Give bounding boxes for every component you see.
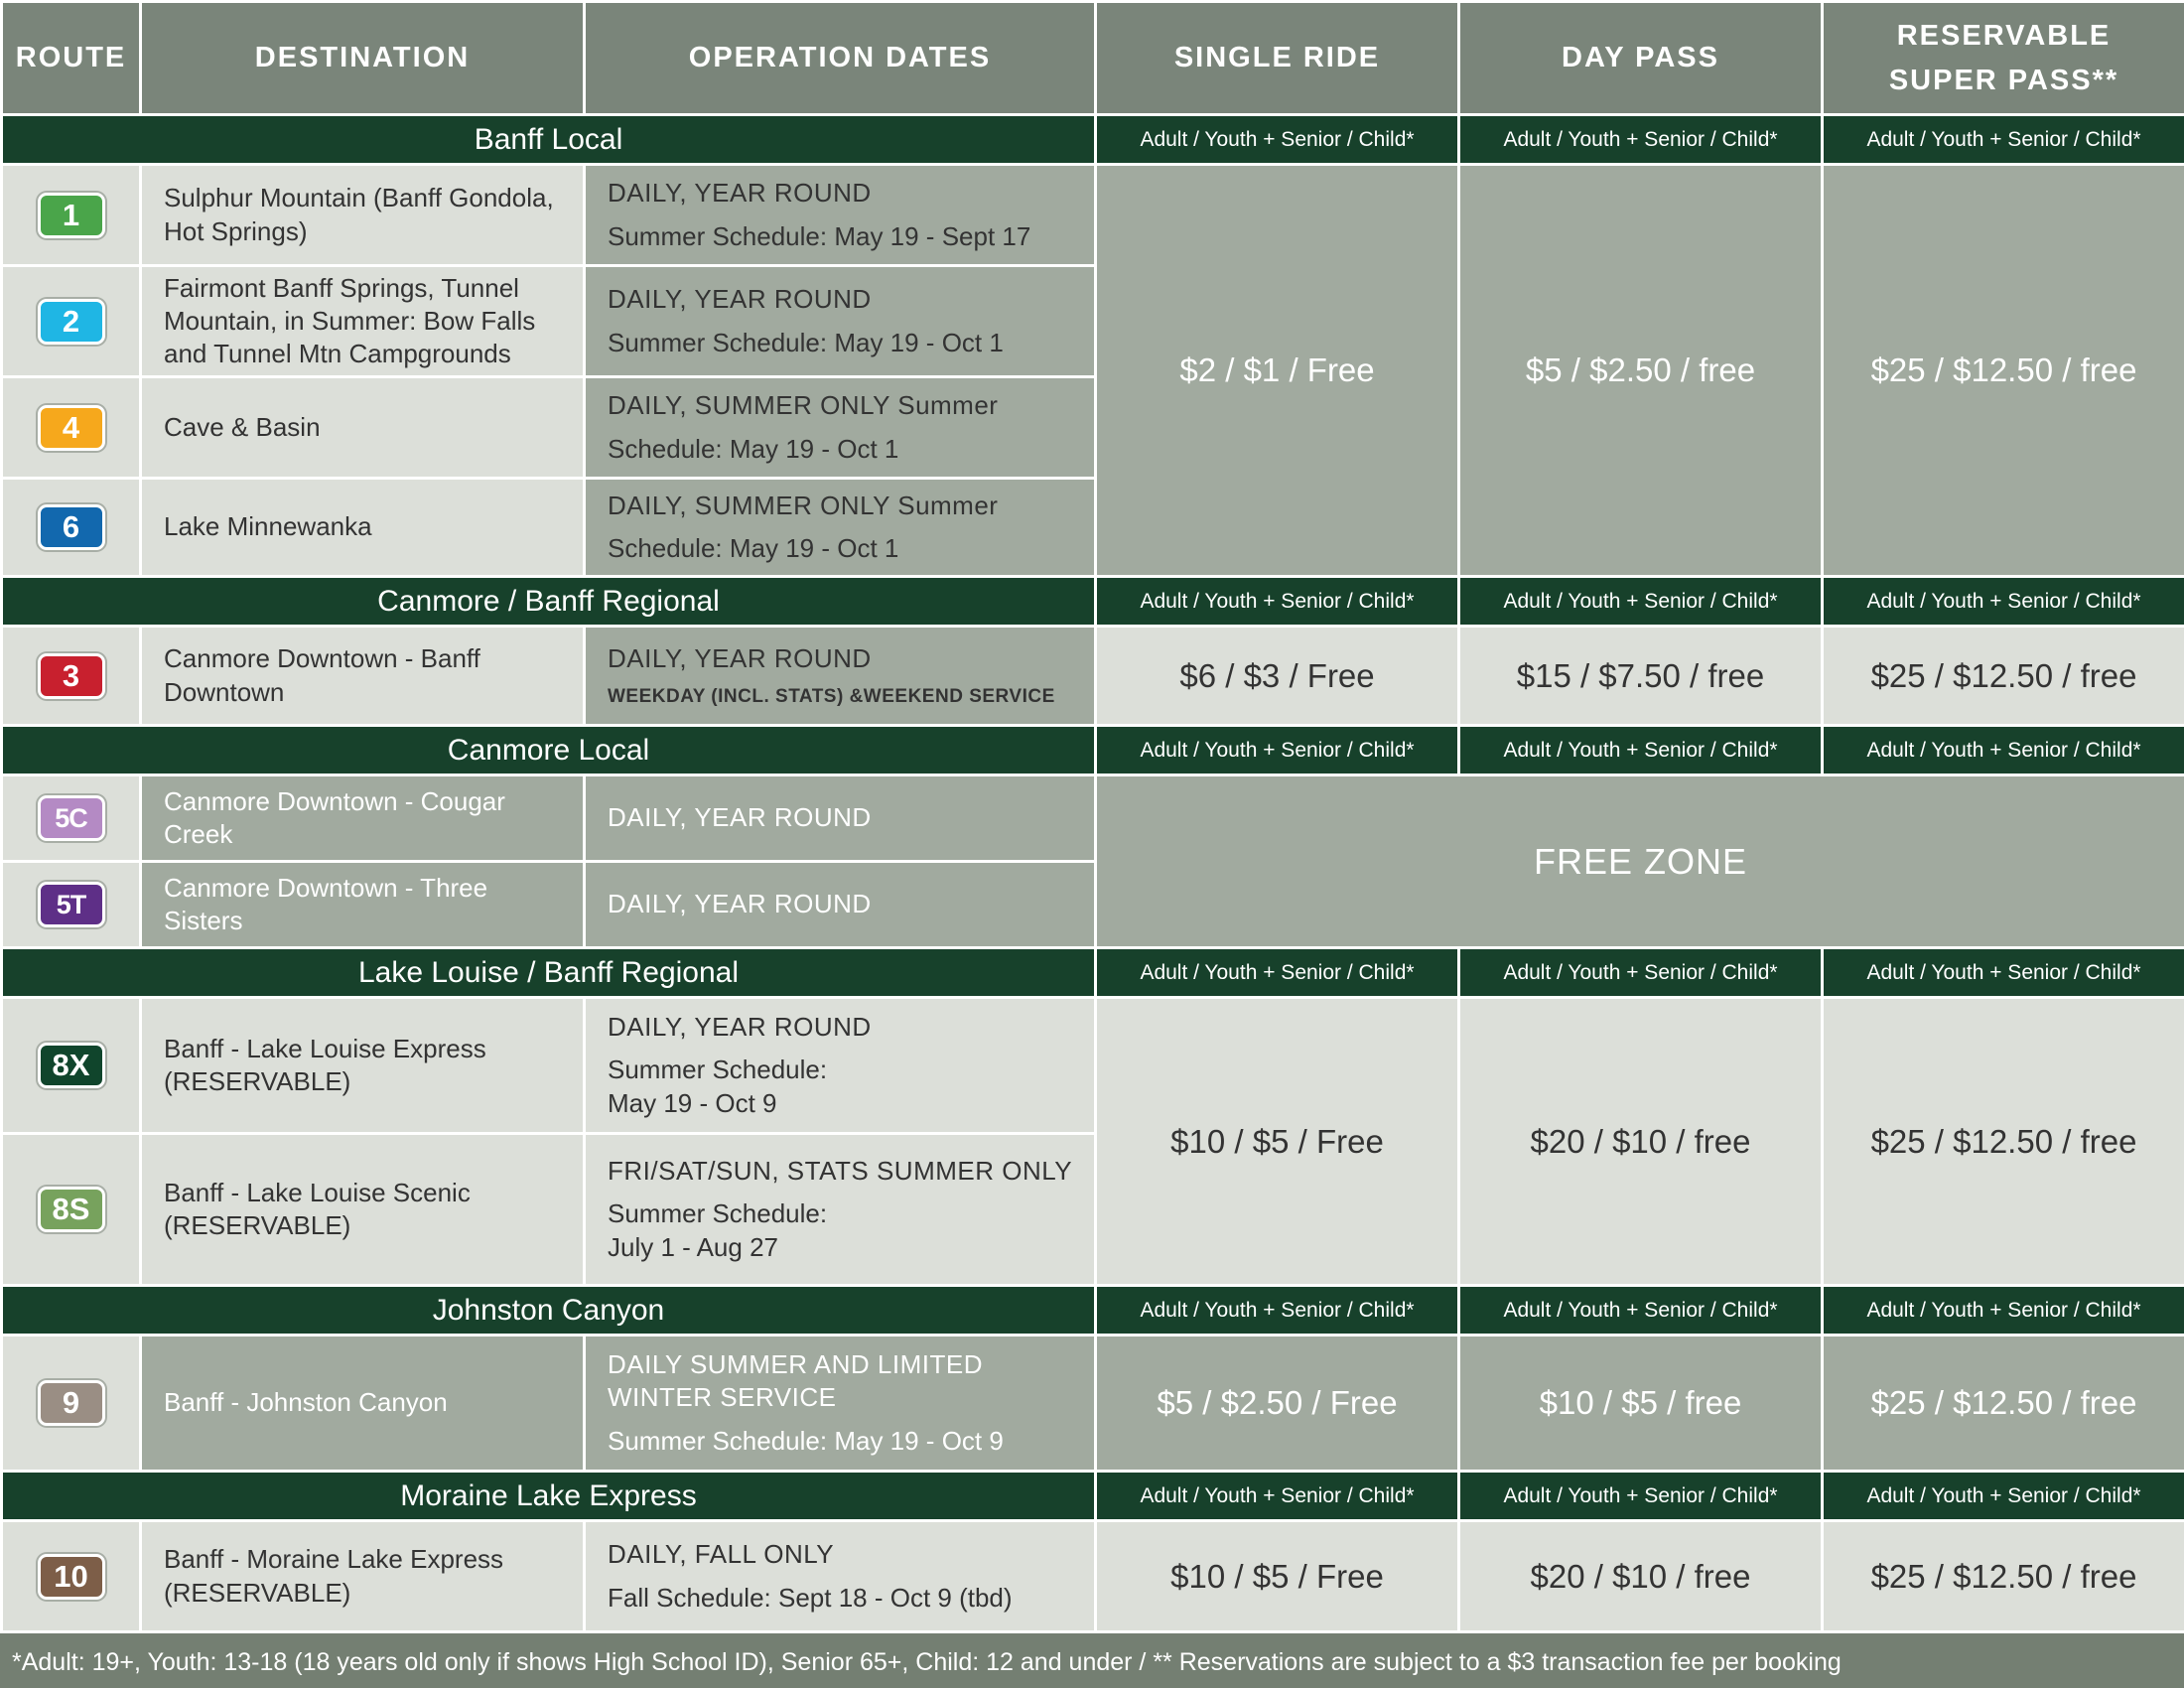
route-badge-5c: 5C [38, 795, 105, 841]
route-cell [2, 165, 141, 266]
day-pass-header: DAY PASS [1459, 2, 1823, 115]
route-dates [585, 1134, 1096, 1286]
route-cell [2, 862, 141, 948]
section-title: Johnston Canyon [2, 1286, 1096, 1336]
route-cell [2, 266, 141, 377]
operation-dates-header: OPERATION DATES [585, 2, 1096, 115]
section-title: Canmore Local [2, 726, 1096, 775]
route-destination: Banff - Johnston Canyon [141, 1336, 585, 1472]
route-dates [585, 377, 1096, 479]
route-destination: Cave & Basin [141, 377, 585, 479]
fare-categories-super: Adult / Youth + Senior / Child* [1823, 948, 2184, 998]
fare-single: $5 / $2.50 / Free [1096, 1336, 1459, 1472]
route-destination: Sulphur Mountain (Banff Gondola, Hot Springs) [141, 165, 585, 266]
route-header: ROUTE [2, 2, 141, 115]
header-row [2, 2, 2184, 115]
route-destination: Fairmont Banff Springs, Tunnel Mountain, in Summer: Bow Falls and Tunnel Mtn Campgrounds [141, 266, 585, 377]
fare-single: $2 / $1 / Free [1096, 165, 1459, 577]
section-title: Moraine Lake Express [2, 1472, 1096, 1521]
fare-categories-super: Adult / Youth + Senior / Child* [1823, 1286, 2184, 1336]
route-dates [585, 1336, 1096, 1472]
fare-super: $25 / $12.50 / free [1823, 165, 2184, 577]
fare-single: $6 / $3 / Free [1096, 627, 1459, 726]
destination-header: DESTINATION [141, 2, 585, 115]
section-canmore-local [2, 726, 2184, 775]
route-badge-8s: 8S [38, 1187, 105, 1232]
section-title: Banff Local [2, 115, 1096, 165]
fare-categories-single: Adult / Youth + Senior / Child* [1096, 948, 1459, 998]
route-badge-10: 10 [38, 1554, 105, 1600]
dates-line2: Schedule: May 19 - Oct 1 [608, 433, 899, 464]
section-johnston [2, 1286, 2184, 1336]
super-pass-header [1823, 2, 2184, 115]
fare-categories-day: Adult / Youth + Senior / Child* [1459, 577, 1823, 627]
route-badge-8x: 8X [38, 1043, 105, 1088]
fare-day: $10 / $5 / free [1459, 1336, 1823, 1472]
fare-categories-day: Adult / Youth + Senior / Child* [1459, 948, 1823, 998]
dates-line1: DAILY, YEAR ROUND [608, 1012, 872, 1043]
fare-super: $25 / $12.50 / free [1823, 998, 2184, 1286]
dates-line1-suffix: Summer [889, 490, 999, 520]
route-row-9 [2, 1336, 2184, 1472]
fare-categories-super: Adult / Youth + Senior / Child* [1823, 726, 2184, 775]
fare-categories-day: Adult / Youth + Senior / Child* [1459, 1286, 1823, 1336]
dates-line2: Summer Schedule: May 19 - Oct 9 [608, 1425, 1004, 1456]
super-pass-header-line2: SUPER PASS** [1888, 64, 2119, 96]
dates-line2: Summer Schedule: [608, 1198, 828, 1229]
route-cell [2, 998, 141, 1134]
fare-categories-single: Adult / Youth + Senior / Child* [1096, 1286, 1459, 1336]
route-badge-9: 9 [38, 1380, 105, 1426]
dates-line2: Summer Schedule: May 19 - Sept 17 [608, 220, 1031, 251]
fare-super: $25 / $12.50 / free [1823, 1521, 2184, 1632]
route-badge-4: 4 [38, 405, 105, 451]
route-destination: Banff - Moraine Lake Express (RESERVABLE) [141, 1521, 585, 1632]
route-cell [2, 479, 141, 577]
section-title: Canmore / Banff Regional [2, 577, 1096, 627]
dates-line1: DAILY, YEAR ROUND [608, 642, 872, 673]
route-badge-3: 3 [38, 653, 105, 699]
dates-line1 [608, 490, 1084, 522]
fare-categories-day: Adult / Youth + Senior / Child* [1459, 1472, 1823, 1521]
dates-line1-suffix: Summer [889, 390, 999, 421]
dates-line2: Summer Schedule: [608, 1055, 828, 1085]
dates-line1-main: DAILY, SUMMER ONLY [608, 490, 890, 520]
fare-categories-super: Adult / Youth + Senior / Child* [1823, 1472, 2184, 1521]
route-dates [585, 862, 1096, 948]
single-ride-header: SINGLE RIDE [1096, 2, 1459, 115]
fare-day: $15 / $7.50 / free [1459, 627, 1823, 726]
fare-single: $10 / $5 / Free [1096, 998, 1459, 1286]
route-dates [585, 627, 1096, 726]
free-zone: FREE ZONE [1096, 775, 2184, 948]
section-canmore-banff [2, 577, 2184, 627]
dates-line1: DAILY, YEAR ROUND [608, 889, 872, 919]
route-dates [585, 165, 1096, 266]
dates-line1: DAILY, FALL ONLY [608, 1539, 835, 1570]
route-destination: Banff - Lake Louise Express (RESERVABLE) [141, 998, 585, 1134]
route-badge-2: 2 [38, 299, 105, 345]
dates-line1 [608, 389, 1084, 422]
fare-categories-single: Adult / Youth + Senior / Child* [1096, 726, 1459, 775]
fare-categories-day: Adult / Youth + Senior / Child* [1459, 726, 1823, 775]
dates-line3: July 1 - Aug 27 [608, 1231, 778, 1262]
route-badge-6: 6 [38, 504, 105, 550]
fare-categories-super: Adult / Youth + Senior / Child* [1823, 115, 2184, 165]
route-cell [2, 1134, 141, 1286]
footnote: *Adult: 19+, Youth: 13-18 (18 years old only if shows High School ID), Senior 65+, Child: 12 and under / ** Reservations are subject to a $3 transaction fee per booking [0, 1638, 2184, 1688]
dates-line3: May 19 - Oct 9 [608, 1087, 777, 1118]
section-moraine [2, 1472, 2184, 1521]
fare-super: $25 / $12.50 / free [1823, 1336, 2184, 1472]
dates-line1: DAILY, YEAR ROUND [608, 178, 872, 209]
dates-line2: Summer Schedule: May 19 - Oct 1 [608, 327, 1004, 357]
fare-categories-single: Adult / Youth + Senior / Child* [1096, 115, 1459, 165]
dates-line1: DAILY, YEAR ROUND [608, 284, 872, 315]
fare-day: $20 / $10 / free [1459, 998, 1823, 1286]
section-title: Lake Louise / Banff Regional [2, 948, 1096, 998]
dates-line1: DAILY SUMMER AND LIMITED WINTER SERVICE [608, 1349, 983, 1413]
dates-line2: Fall Schedule: Sept 18 - Oct 9 (tbd) [608, 1582, 1013, 1613]
route-row-3 [2, 627, 2184, 726]
route-cell [2, 377, 141, 479]
dates-line1: DAILY, YEAR ROUND [608, 802, 872, 833]
route-cell [2, 1521, 141, 1632]
route-cell [2, 775, 141, 862]
route-dates [585, 1521, 1096, 1632]
route-destination: Banff - Lake Louise Scenic (RESERVABLE) [141, 1134, 585, 1286]
dates-line1-main: DAILY, SUMMER ONLY [608, 390, 890, 421]
route-dates [585, 775, 1096, 862]
route-dates [585, 479, 1096, 577]
fare-categories-single: Adult / Youth + Senior / Child* [1096, 1472, 1459, 1521]
fare-single: $10 / $5 / Free [1096, 1521, 1459, 1632]
route-row-5c [2, 775, 2184, 862]
route-cell [2, 627, 141, 726]
route-badge-1: 1 [38, 193, 105, 238]
route-destination: Lake Minnewanka [141, 479, 585, 577]
section-lake-louise [2, 948, 2184, 998]
fare-day: $20 / $10 / free [1459, 1521, 1823, 1632]
route-destination: Canmore Downtown - Three Sisters [141, 862, 585, 948]
route-dates [585, 998, 1096, 1134]
fare-categories-super: Adult / Youth + Senior / Child* [1823, 577, 2184, 627]
fare-day: $5 / $2.50 / free [1459, 165, 1823, 577]
dates-line2: Schedule: May 19 - Oct 1 [608, 533, 899, 563]
fare-super: $25 / $12.50 / free [1823, 627, 2184, 726]
route-dates [585, 266, 1096, 377]
fare-categories-single: Adult / Youth + Senior / Child* [1096, 577, 1459, 627]
route-cell [2, 1336, 141, 1472]
route-destination: Canmore Downtown - Banff Downtown [141, 627, 585, 726]
dates-line1: FRI/SAT/SUN, STATS SUMMER ONLY [608, 1156, 1073, 1187]
fare-categories-day: Adult / Youth + Senior / Child* [1459, 115, 1823, 165]
route-row-10 [2, 1521, 2184, 1632]
section-banff-local [2, 115, 2184, 165]
route-row-8x [2, 998, 2184, 1134]
route-badge-5t: 5T [38, 882, 105, 927]
super-pass-header-line1: RESERVABLE [1896, 19, 2112, 52]
route-destination: Canmore Downtown - Cougar Creek [141, 775, 585, 862]
route-row-1 [2, 165, 2184, 266]
dates-line2: WEEKDAY (INCL. STATS) &WEEKEND SERVICE [608, 685, 1055, 707]
